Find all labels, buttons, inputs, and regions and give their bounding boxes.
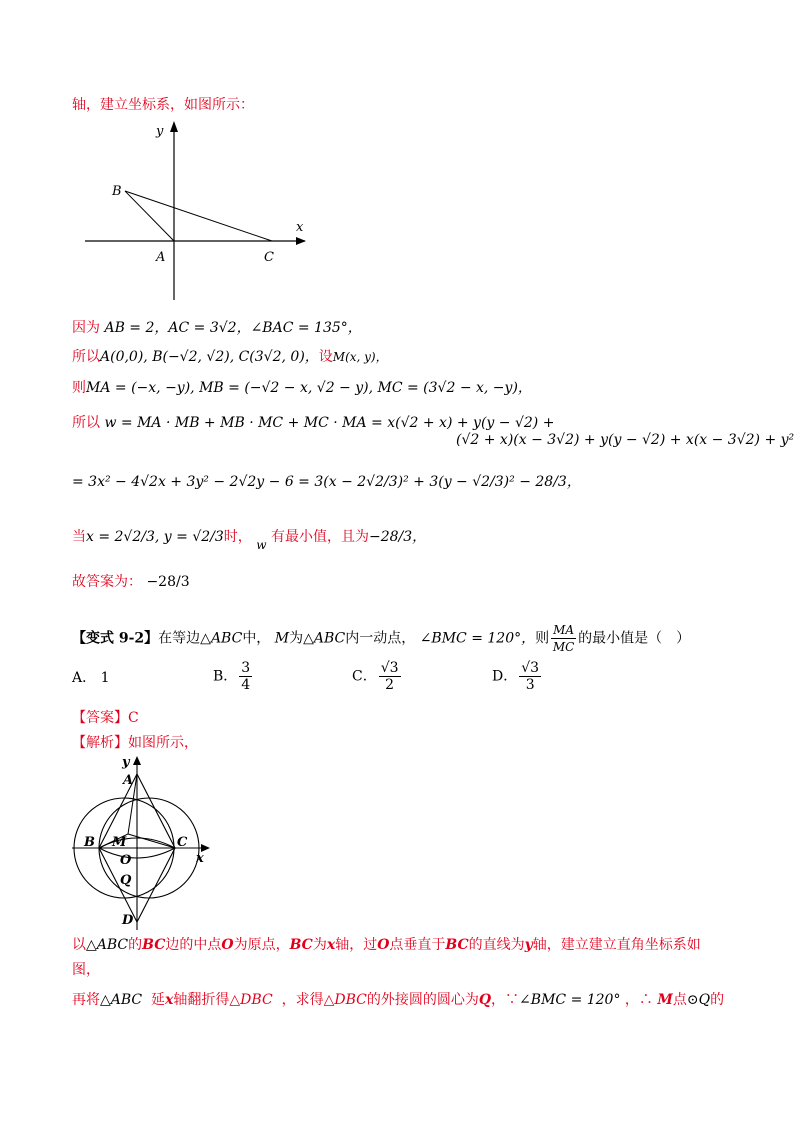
point-d-label: D bbox=[122, 913, 134, 928]
angle-bmc: ∠BMC = 120°， bbox=[419, 630, 536, 647]
intro-text: 轴，建立坐标系，如图所示： bbox=[72, 97, 254, 113]
point-b-label: B bbox=[84, 835, 95, 850]
x-axis-label: x bbox=[196, 851, 204, 866]
given-math: AB = 2，AC = 3√2，∠BAC = 135°， bbox=[104, 320, 362, 336]
segment-ba bbox=[125, 191, 174, 241]
w-line-1: 所以 w = MA · MB + MB · MC + MC · MA = x(√2 + x) + y(y − √2) + bbox=[72, 415, 555, 431]
analysis-tag-line: 【解析】如图所示， bbox=[72, 735, 198, 751]
figure-coordinate-triangle bbox=[80, 115, 320, 305]
point-q-label: Q bbox=[120, 873, 132, 888]
when-value: −28/3， bbox=[368, 529, 427, 545]
option-d[interactable]: D． $\frac{√3}{3}$ bbox=[492, 660, 540, 693]
y-axis-label: y bbox=[156, 124, 164, 139]
when-line: 当x = 2√2/3, y = √2/3时， w 有最小值，且为−28/3， bbox=[72, 529, 427, 552]
y-axis-arrow-icon bbox=[170, 121, 178, 132]
point-b-label: B bbox=[112, 184, 122, 199]
coords-math: A(0,0), B(−√2, √2), C(3√2, 0)， bbox=[100, 349, 319, 365]
point-c-label: C bbox=[264, 250, 274, 265]
analysis-para-1-cont: 图， bbox=[72, 962, 100, 978]
point-m-label: M bbox=[112, 835, 127, 850]
question-tag: 【变式 9-2】 bbox=[72, 630, 159, 647]
y-axis-label: y bbox=[122, 755, 130, 770]
point-a-label: A bbox=[156, 250, 166, 265]
x-axis-label: x bbox=[296, 220, 304, 235]
option-b[interactable]: B． $\frac{3}{4}$ bbox=[213, 660, 251, 693]
point-c-label: C bbox=[177, 835, 188, 850]
point-o-label: O bbox=[120, 853, 132, 868]
answer-line: 故答案为： −28/3 bbox=[72, 574, 190, 590]
option-c[interactable]: C． $\frac{√3}{2}$ bbox=[352, 660, 399, 693]
w-math-1: w = MA · MB + MB · MC + MC · MA = x(√2 + x) + y(y − √2) + bbox=[104, 415, 555, 431]
coords-line: 所以A(0,0), B(−√2, √2), C(3√2, 0)，设M(x, y)， bbox=[72, 349, 388, 365]
point-a-label: A bbox=[123, 773, 134, 788]
vector-math: MA = (−x, −y), MB = (−√2 − x, √2 − y), MC = (3√2 − x, −y)， bbox=[86, 380, 532, 396]
triangle-abc: △ABC bbox=[200, 630, 243, 647]
segment-cm bbox=[128, 834, 175, 848]
when-x-math: x = 2√2/3, y = √2/3 bbox=[86, 529, 224, 545]
given-line: 因为 AB = 2，AC = 3√2，∠BAC = 135°， bbox=[72, 320, 362, 336]
expand-math: = 3x² − 4√2x + 3y² − 2√2y − 6 = 3(x − 2√2/3)² + 3(y − √2/3)² − 28/3， bbox=[72, 474, 581, 490]
answer-value: −28/3 bbox=[146, 574, 190, 590]
when-w: w bbox=[256, 538, 267, 552]
option-a[interactable]: A． 1 bbox=[72, 670, 110, 686]
answer-letter: C bbox=[128, 710, 139, 726]
answer-tag-line: 【答案】C bbox=[72, 710, 139, 726]
figure-circles bbox=[68, 752, 218, 932]
ratio-ma-mc: $\frac{MA}{MC}$ bbox=[552, 623, 575, 654]
x-axis-arrow-icon bbox=[296, 237, 306, 245]
analysis-para-1: 以△ABC的BC边的中点O为原点，BC为x轴，过O点垂直于BC的直线为y轴，建立建立直角坐标系如 bbox=[72, 937, 701, 953]
expand-line bbox=[72, 472, 581, 492]
coords-m: M(x, y)， bbox=[332, 350, 388, 364]
y-axis-arrow-icon bbox=[133, 756, 141, 765]
analysis-para-2: 再将△ABC 延x轴翻折得△DBC ，求得△DBC的外接圆的圆心为Q，∵∠BMC = 120° ，∴ M点⊙Q的 bbox=[72, 992, 725, 1008]
w-math-2: (√2 + x)(x − 3√2) + y(y − √2) + x(x − 3√2) + y² bbox=[456, 432, 795, 448]
question-line: 【变式 9-2】在等边△ABC中， M为△ABC内一动点， ∠BMC = 120°，则 $\frac{MA}{MC}$ 的最小值是（ ） bbox=[72, 623, 691, 654]
vector-line: 则MA = (−x, −y), MB = (−√2 − x, √2 − y), MC = (3√2 − x, −y)， bbox=[72, 380, 532, 396]
segment-bc bbox=[125, 191, 272, 241]
